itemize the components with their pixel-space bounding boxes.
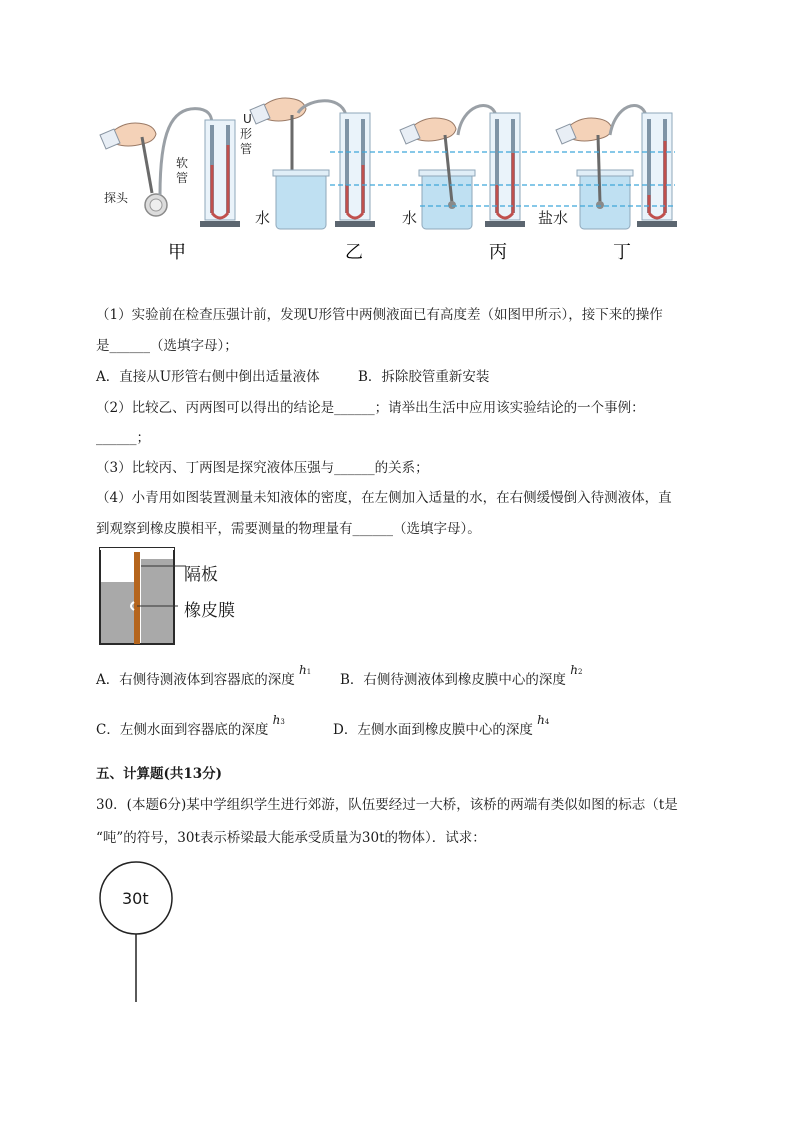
bridge-weight-sign	[98, 860, 188, 1005]
label-ruan: 软	[176, 156, 189, 170]
caption-ding: 丁	[613, 242, 631, 263]
label-water-bing: 水	[402, 209, 418, 227]
q1-line2: 是______（选填字母）；	[96, 338, 238, 354]
option-a	[96, 663, 312, 688]
q1-option-b: B．拆除胶管重新安装	[358, 369, 490, 385]
option-d-text: D．左侧水面到橡皮膜中心的深度	[333, 722, 533, 738]
h3-symbol: h3	[272, 713, 285, 727]
h1-symbol: h1	[299, 663, 312, 677]
label-water-yi: 水	[255, 209, 271, 227]
label-guan: 管	[240, 142, 253, 156]
label-saltwater: 盐水	[538, 209, 569, 227]
section-heading: 五、计算题(共13分)	[96, 766, 223, 782]
sign-text: 30t	[122, 889, 149, 908]
q4-line1: （4）小青用如图装置测量未知液体的密度，在左侧加入适量的水，在右侧缓慢倒入待测液体，直	[96, 490, 672, 506]
option-a-text: A．右侧待测液体到容器底的深度	[96, 672, 295, 688]
q2-line1: （2）比较乙、丙两图可以得出的结论是______；请举出生活中应用该实验结论的一个事例：	[96, 400, 645, 416]
partition-board	[134, 552, 140, 644]
caption-yi: 乙	[345, 242, 363, 263]
q30-line2: “吨”的符号，30t表示桥梁最大能承受质量为30t的物体）．试求：	[96, 830, 486, 846]
option-c	[96, 713, 285, 738]
caption-jia: 甲	[168, 242, 186, 263]
q30-line1: 30．(本题6分)某中学组织学生进行郊游，队伍要经过一大桥，该桥的两端有类似如图的标志（t是	[96, 797, 678, 813]
setup-bing	[400, 105, 525, 229]
caption-bing: 丙	[489, 242, 507, 263]
label-xing: 形	[240, 127, 253, 141]
label-partition: 隔板	[184, 565, 218, 585]
label-u: U	[243, 112, 252, 126]
q3-line1: （3）比较丙、丁两图是探究液体压强与______的关系；	[96, 460, 429, 476]
q2-line2: ______；	[96, 430, 150, 446]
setup-jia	[100, 109, 240, 227]
label-membrane: 橡皮膜	[184, 601, 235, 621]
left-liquid	[101, 582, 135, 644]
label-probe: 探头	[104, 191, 129, 205]
pressure-experiment-figure	[90, 95, 710, 270]
option-d	[333, 713, 550, 738]
right-liquid	[141, 559, 173, 644]
setup-ding	[556, 105, 677, 229]
q4-line2: 到观察到橡皮膜相平，需要测量的物理量有______（选填字母）。	[96, 521, 481, 537]
q1-line1: （1）实验前在检查压强计前，发现U形管中两侧液面已有高度差（如图甲所示），接下来的操作	[96, 307, 663, 323]
option-c-text: C．左侧水面到容器底的深度	[96, 722, 269, 738]
option-b-text: B．右侧待测液体到橡皮膜中心的深度	[340, 672, 566, 688]
h2-symbol: h2	[570, 663, 583, 677]
option-b	[340, 663, 583, 688]
label-guan2: 管	[176, 171, 189, 185]
h4-symbol: h4	[537, 713, 550, 727]
q1-option-a: A．直接从U形管右侧中倒出适量液体	[96, 369, 320, 385]
